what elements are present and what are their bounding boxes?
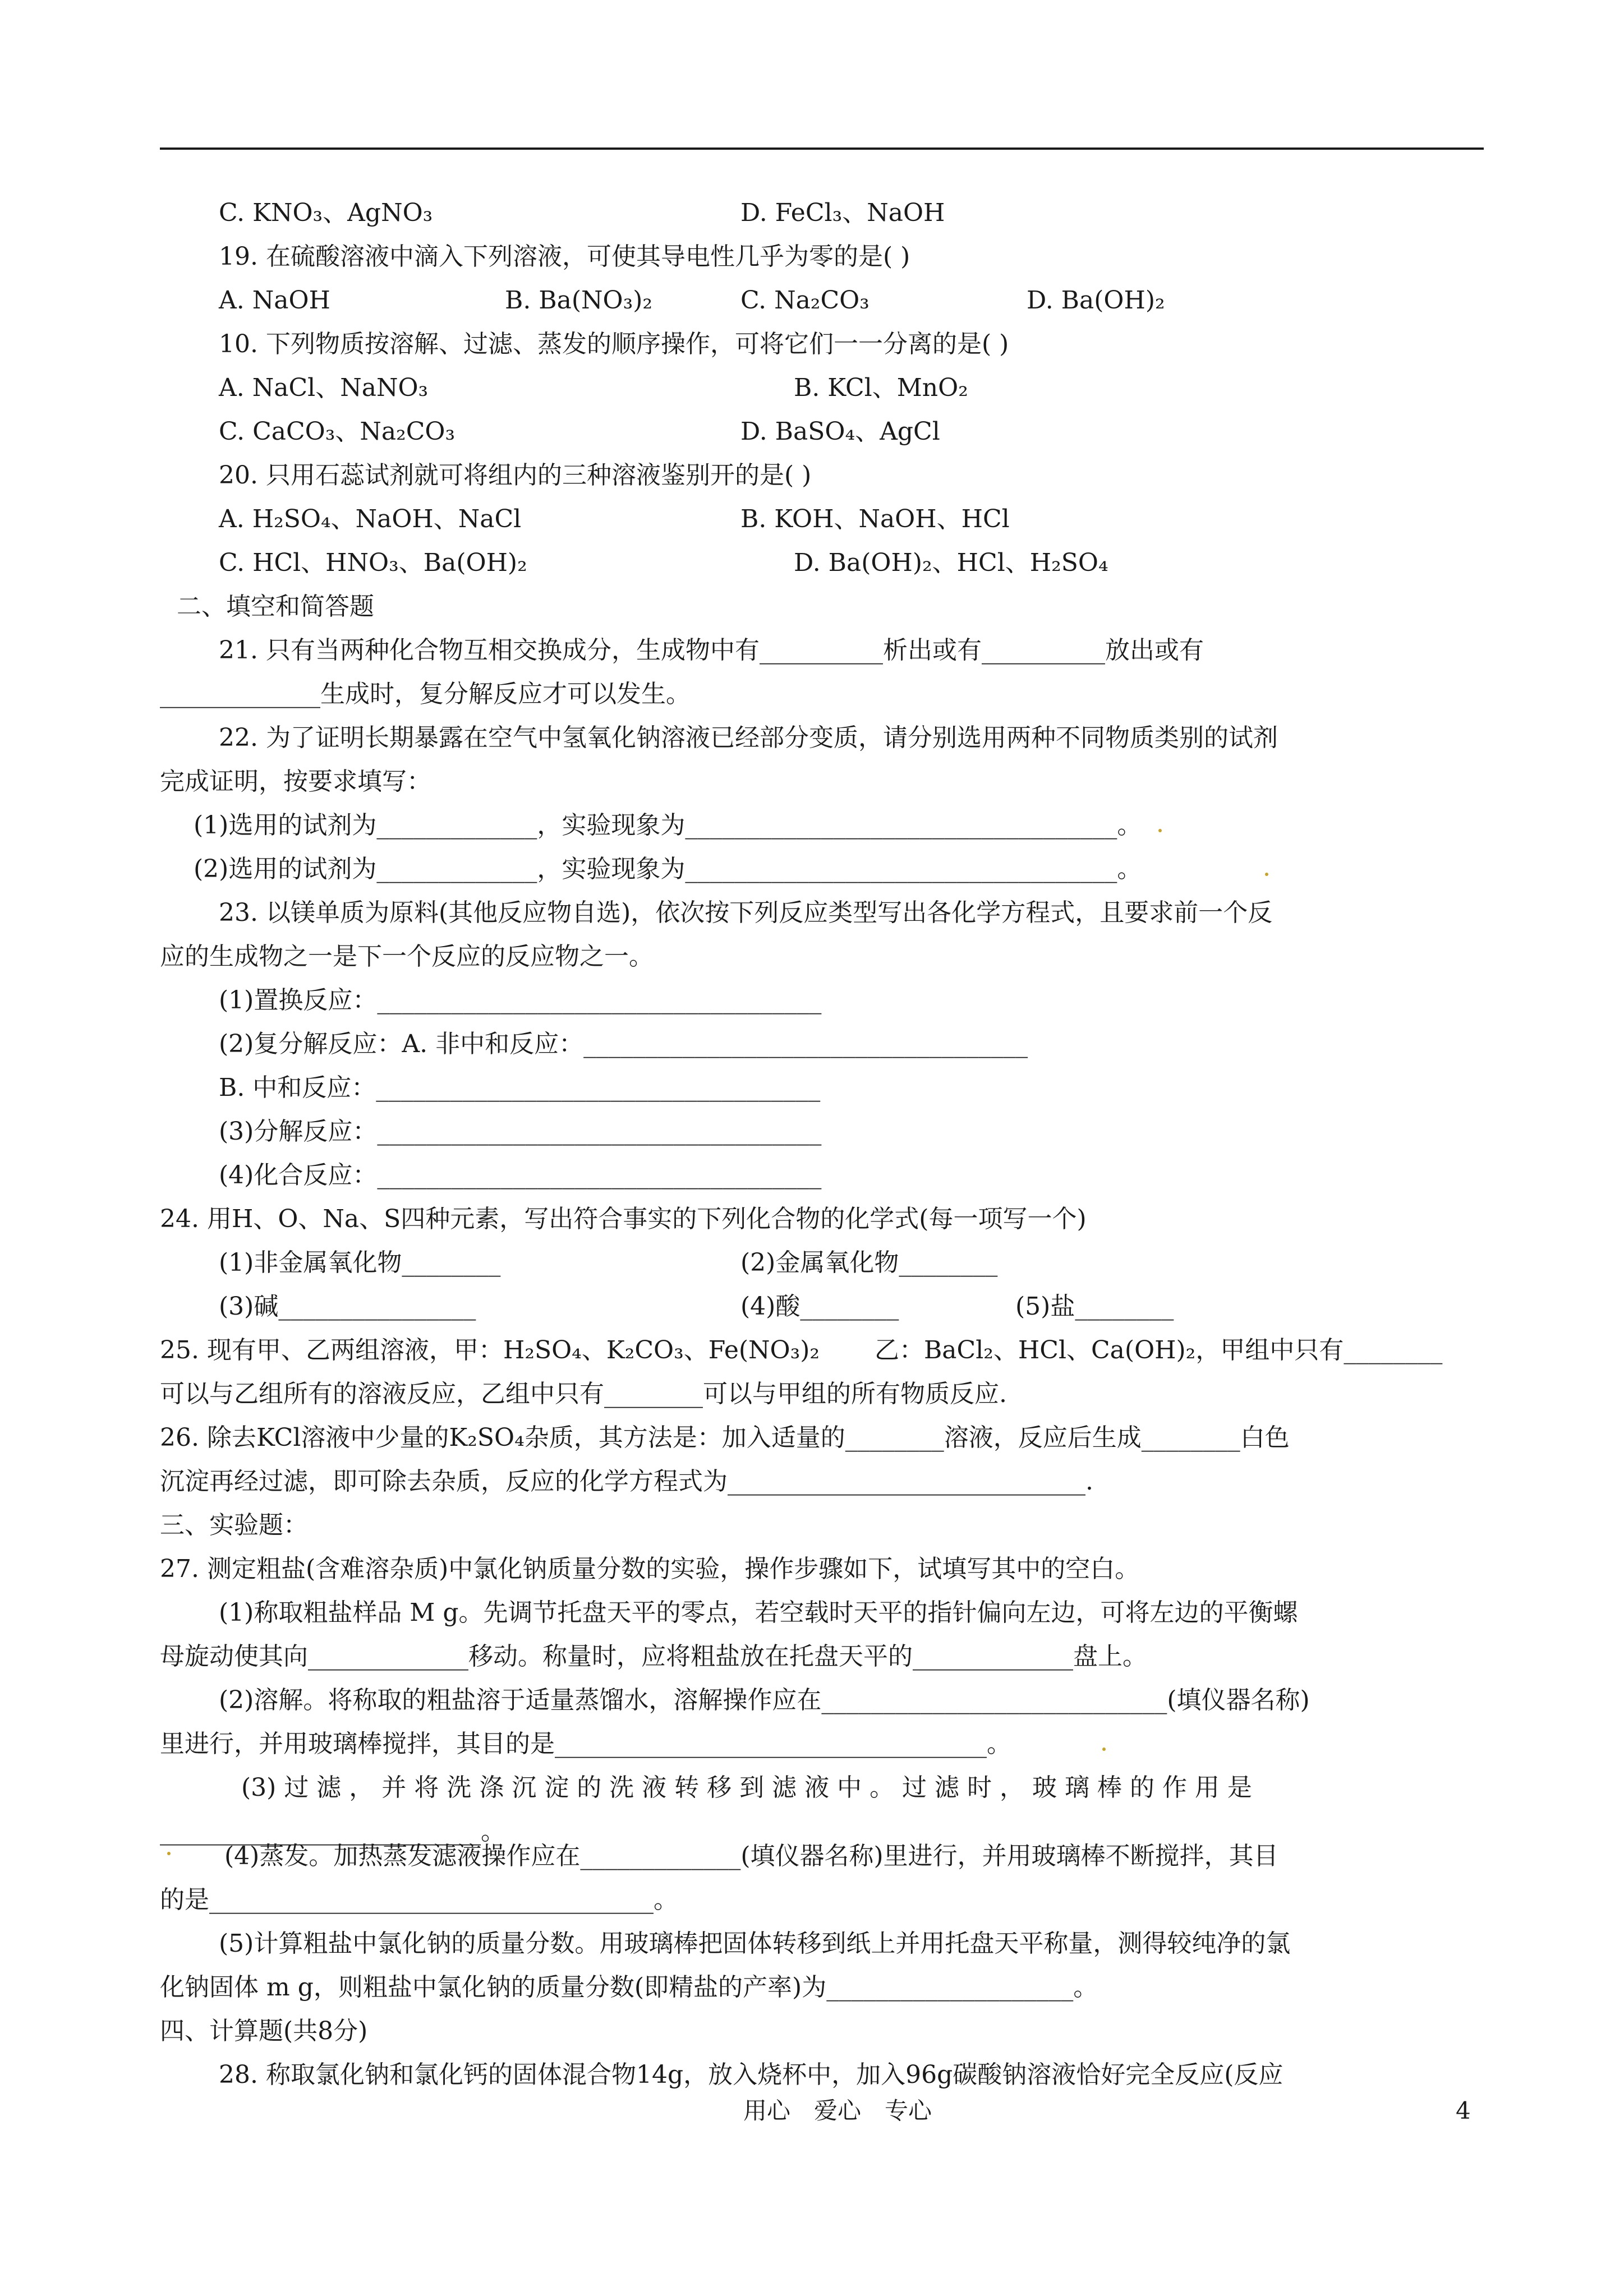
question-21: 21. 只有当两种化合物互相交换成分，生成物中有__________析出或有__________放出或有 xyxy=(219,636,1204,665)
option-c-q10: C. CaCO₃、Na₂CO₃ xyxy=(219,417,456,446)
section-heading-4: 四、计算题(共8分) xyxy=(160,2017,368,2045)
option-a-q10: A. NaCl、NaNO₃ xyxy=(219,374,429,402)
option-a-q20: A. H₂SO₄、NaOH、NaCl xyxy=(219,505,522,533)
question-27-step2-cont: 里进行，并用玻璃棒搅拌，其目的是___________________________________。 xyxy=(160,1730,1011,1758)
question-27-step1-cont: 母旋动使其向_____________移动。称量时，应将粗盐放在托盘天平的_____________盘上。 xyxy=(160,1642,1147,1671)
option-c-q18: C. KNO₃、AgNO₃ xyxy=(219,199,433,227)
question-25-cont: 可以与乙组所有的溶液反应，乙组中只有________可以与甲组的所有物质反应. xyxy=(160,1380,1007,1408)
section-heading-2: 二、填空和简答题 xyxy=(177,592,374,621)
question-22-cont: 完成证明，按要求填写： xyxy=(160,767,431,796)
question-19: 19. 在硫酸溶液中滴入下列溶液，可使其导电性几乎为零的是( ) xyxy=(219,242,910,271)
stray-dot xyxy=(1102,1748,1106,1751)
question-24-part1: (1)非金属氧化物________ xyxy=(219,1248,501,1277)
option-d-q20: D. Ba(OH)₂、HCl、H₂SO₄ xyxy=(794,548,1108,577)
question-23-part3: (3)分解反应：____________________________________ xyxy=(219,1117,822,1146)
question-27-step3-cont: __________________________。 xyxy=(160,1817,505,1846)
option-c-q20: C. HCl、HNO₃、Ba(OH)₂ xyxy=(219,548,527,577)
question-22-part2: (2)选用的试剂为_____________，实验现象为___________________________________。 xyxy=(194,855,1142,883)
question-27-step5: (5)计算粗盐中氯化钠的质量分数。用玻璃棒把固体转移到纸上并用托盘天平称量，测得较纯净的氯 xyxy=(219,1929,1291,1958)
option-d-q10: D. BaSO₄、AgCl xyxy=(740,417,940,446)
option-a-q19: A. NaOH xyxy=(219,286,330,315)
question-25: 25. 现有甲、乙两组溶液，甲：H₂SO₄、K₂CO₃、Fe(NO₃)₂ 乙：BaCl₂、HCl、Ca(OH)₂，甲组中只有________ xyxy=(160,1336,1443,1364)
option-d-q18: D. FeCl₃、NaOH xyxy=(740,199,945,227)
question-22-part1: (1)选用的试剂为_____________，实验现象为___________________________________。 xyxy=(194,811,1142,840)
question-27-step5-cont: 化钠固体 m g，则粗盐中氯化钠的质量分数(即精盐的产率)为____________________。 xyxy=(160,1973,1098,2002)
question-27-step3: (3) 过 滤 ， 并 将 洗 涤 沉 淀 的 洗 液 转 移 到 滤 液 中 。 过 滤 时 ， 玻 璃 棒 的 作 用 是 xyxy=(241,1773,1252,1802)
question-24-part2: (2)金属氧化物________ xyxy=(740,1248,998,1277)
question-26-cont: 沉淀再经过滤，即可除去杂质，反应的化学方程式为_____________________________. xyxy=(160,1467,1093,1496)
option-d-q19: D. Ba(OH)₂ xyxy=(1027,286,1165,315)
question-21-cont: _____________生成时，复分解反应才可以发生。 xyxy=(160,680,691,708)
question-27-step4: (4)蒸发。加热蒸发滤液操作应在_____________(填仪器名称)里进行，并用玻璃棒不断搅拌，其目 xyxy=(224,1842,1278,1870)
question-23-part2b: B. 中和反应：____________________________________ xyxy=(219,1073,821,1102)
stray-dot xyxy=(1158,829,1162,832)
question-28: 28. 称取氯化钠和氯化钙的固体混合物14g，放入烧杯中，加入96g碳酸钠溶液恰好完全反应(反应 xyxy=(219,2060,1283,2089)
question-23-part1: (1)置换反应：____________________________________ xyxy=(219,986,822,1015)
question-27-step4-cont: 的是____________________________________。 xyxy=(160,1885,678,1914)
question-23-cont: 应的生成物之一是下一个反应的反应物之一。 xyxy=(160,942,654,971)
question-20: 20. 只用石蕊试剂就可将组内的三种溶液鉴别开的是( ) xyxy=(219,461,812,490)
page-number: 4 xyxy=(1456,2097,1471,2124)
question-26: 26. 除去KCl溶液中少量的K₂SO₄杂质，其方法是：加入适量的________溶液，反应后生成________白色 xyxy=(160,1423,1290,1452)
question-23: 23. 以镁单质为原料(其他反应物自选)，依次按下列反应类型写出各化学方程式，且要求前一个反 xyxy=(219,898,1273,927)
question-22: 22. 为了证明长期暴露在空气中氢氧化钠溶液已经部分变质，请分别选用两种不同物质类别的试剂 xyxy=(219,723,1278,752)
question-24-part4: (4)酸________ xyxy=(740,1292,899,1321)
option-b-q19: B. Ba(NO₃)₂ xyxy=(505,286,653,315)
question-27-step2: (2)溶解。将称取的粗盐溶于适量蒸馏水，溶解操作应在____________________________(填仪器名称) xyxy=(219,1686,1310,1714)
question-27-step1: (1)称取粗盐样品 M g。先调节托盘天平的零点，若空载时天平的指针偏向左边，可将左边的平衡螺 xyxy=(219,1598,1298,1627)
question-23-part4: (4)化合反应：____________________________________ xyxy=(219,1161,822,1190)
question-24-part5: (5)盐________ xyxy=(1015,1292,1174,1321)
question-23-part2a: (2)复分解反应：A. 非中和反应：____________________________________ xyxy=(219,1030,1028,1058)
section-heading-3: 三、实验题： xyxy=(160,1511,308,1539)
header-rule xyxy=(160,147,1484,150)
question-27: 27. 测定粗盐(含难溶杂质)中氯化钠质量分数的实验，操作步骤如下，试填写其中的空白。 xyxy=(160,1555,1140,1583)
question-24-part3: (3)碱________________ xyxy=(219,1292,476,1321)
stray-dot xyxy=(1265,873,1268,876)
stray-dot xyxy=(167,1852,171,1855)
option-b-q20: B. KOH、NaOH、HCl xyxy=(740,505,1010,533)
option-c-q19: C. Na₂CO₃ xyxy=(740,286,869,315)
footer-motto: 用心 爱心 专心 xyxy=(743,2097,932,2124)
option-b-q10: B. KCl、MnO₂ xyxy=(794,374,968,402)
question-24: 24. 用H、O、Na、S四种元素，写出符合事实的下列化合物的化学式(每一项写一个) xyxy=(160,1205,1087,1233)
question-10: 10. 下列物质按溶解、过滤、蒸发的顺序操作，可将它们一一分离的是( ) xyxy=(219,330,1009,358)
